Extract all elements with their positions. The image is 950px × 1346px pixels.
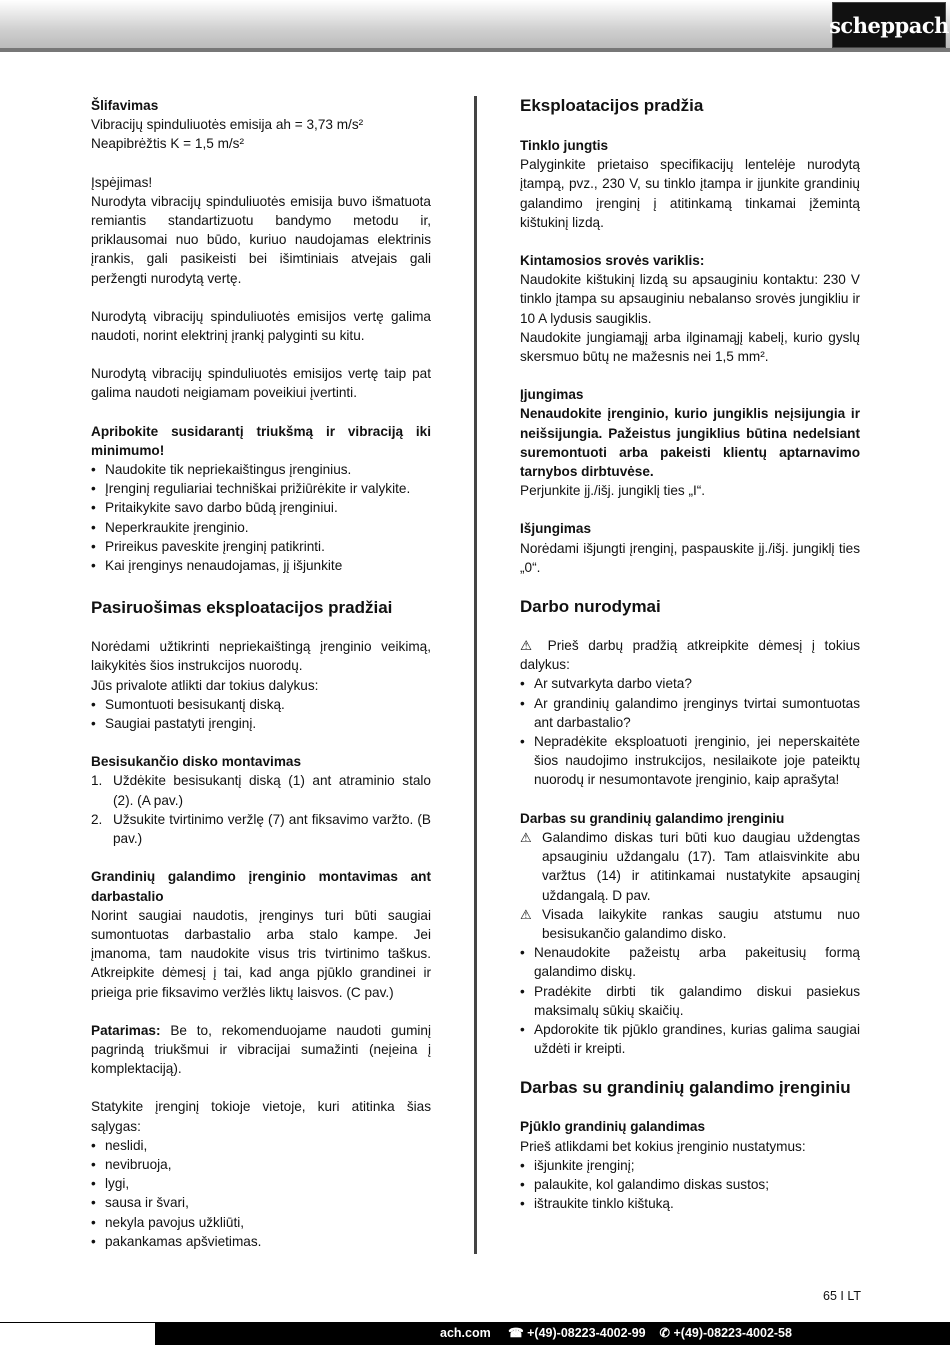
list-item: • neslidi, bbox=[91, 1136, 431, 1155]
section-title: Apribokite susidarantį triukšmą ir vibraciją iki minimumo! bbox=[91, 423, 431, 458]
paragraph: Norėdami užtikrinti nepriekaištingą įrenginio veikimą, laikykitės šios instrukcijos nuorodų. bbox=[91, 639, 431, 674]
list-item: • Sumontuoti besisukantį diską. bbox=[91, 695, 431, 714]
footer-contact bbox=[440, 1325, 792, 1340]
list-item: • Prireikus paveskite įrenginį patikrinti. bbox=[91, 537, 431, 556]
footer-left-block bbox=[0, 1322, 155, 1346]
footer-web: ach.com bbox=[440, 1326, 491, 1340]
list-item bbox=[91, 771, 431, 809]
page-number: 65 I LT bbox=[823, 1289, 861, 1303]
column-divider bbox=[474, 96, 477, 1254]
list-item: • ištraukite tinklo kištuką. bbox=[520, 1194, 860, 1213]
paragraph: Naudokite jungiamąjį arba ilginamąjį kabelį, kurio gyslų skersmuo būtų ne mažesnis nei 1,5 mm². bbox=[520, 329, 860, 365]
section-title: Darbas su grandinių galandimo įrenginiu bbox=[520, 810, 785, 826]
paragraph: Nurodytą vibracijų spinduliuotės emisijos vertę galima naudoti, norint elektrinį įrankį palyginti su kitu. bbox=[91, 308, 431, 344]
header-bar bbox=[0, 0, 950, 50]
paragraph: Palyginkite prietaiso specifikacijų lentelėje nurodytą įtampą, pvz., 230 V, su tinklo įtampa ir įjunkite grandinių galandimo įrenginį į atitinkamą tinkamai įžemintą kištukinį lizdą. bbox=[520, 157, 860, 230]
item-number: 1. bbox=[91, 773, 103, 789]
paragraph: Nurodyta vibracijų spinduliuotės emisija buvo išmatuota remiantis standartizuotu bandymo metodu ir, priklausomai nuo būdo, kuriuo naudojamas elektrinis įrankis, gali pasikeisti bei išimtiniais atvejais gali peržengti nurodytą vertę. bbox=[91, 193, 431, 286]
list-item: • Ar sutvarkyta darbo vieta? bbox=[520, 674, 860, 693]
list-item: • Nenaudokite pažeistų arba pakeitusių formą galandimo diskų. bbox=[520, 943, 860, 981]
section-title: Tinklo jungtis bbox=[520, 138, 609, 153]
list-item: • Naudokite tik nepriekaištingus įrenginius. bbox=[91, 460, 431, 479]
list-item: • nevibruoja, bbox=[91, 1155, 431, 1174]
list-item bbox=[91, 810, 431, 848]
paragraph: Perjunkite įj./išj. jungiklį ties „I“. bbox=[520, 483, 706, 499]
warning-text: Prieš darbų pradžią atkreipkite dėmesį į tokius dalykus: bbox=[520, 638, 860, 673]
item-text: Uždėkite besisukantį diską (1) ant atraminio stalo (2). (A pav.) bbox=[113, 773, 431, 808]
text-line: Vibracijų spinduliuotės emisija ah = 3,73 m/s² bbox=[91, 117, 364, 133]
paragraph: Statykite įrenginį tokioje vietoje, kuri atitinka šias sąlygas: bbox=[91, 1099, 431, 1134]
list-item: • palaukite, kol galandimo diskas sustos; bbox=[520, 1175, 860, 1194]
text-line: Neapibrėžtis K = 1,5 m/s² bbox=[91, 136, 244, 152]
warning-icon: ⚠ bbox=[520, 829, 532, 845]
paragraph: Norint saugiai naudotis, įrenginys turi būti saugiai sumontuotas darbastalio arba stalo kampe. Jei įmanoma, tam naudokite visus tris tvirtinimo taškus. Atkreipkite dėmesį į tai, kad anga pjūklo grandinei ir prieiga prie fiksavimo veržlės liktų laisvos. (C pav.) bbox=[91, 907, 431, 1000]
warning-text: Galandimo diskas turi būti kuo daugiau uždengtas apsauginiu uždangalu (17). Tam atlaisvinkite abu varžtus (14) ir atitinkamai nustatykite apsauginį uždangalą. D pav. bbox=[542, 829, 860, 903]
warning-item bbox=[520, 828, 860, 905]
list-item: • nekyla pavojus užkliūti, bbox=[91, 1213, 431, 1232]
numbered-list bbox=[91, 771, 431, 848]
heading: Pasiruošimas eksploatacijos pradžiai bbox=[91, 598, 393, 618]
list-item: • sausa ir švari, bbox=[91, 1193, 431, 1212]
bullet-list bbox=[91, 1136, 431, 1251]
paragraph: Nurodytą vibracijų spinduliuotės emisijos vertę taip pat galima naudoti neigiamam poveikiui įvertinti. bbox=[91, 366, 431, 401]
list-item: • Pritaikykite savo darbo būdą įrenginiui. bbox=[91, 498, 431, 517]
paragraph: Prieš atlikdami bet kokius įrenginio nustatymus: bbox=[520, 1138, 806, 1154]
footer-phone: ☎ +(49)-08223-4002-99 bbox=[508, 1326, 646, 1340]
warning-list bbox=[520, 828, 860, 1058]
brand-logo: scheppach bbox=[832, 2, 946, 48]
section-title: Grandinių galandimo įrenginio montavimas ant darbastalio bbox=[91, 869, 431, 904]
section-title: Išjungimas bbox=[520, 521, 592, 537]
bold-paragraph: Nenaudokite įrenginio, kurio jungiklis neįsijungia ir neišsijungia. Pažeistus jungiklius būtina nedelsiant suremontuoti arba pakeisti klientų aptarnavimo tarnybos dirbtuvėse. bbox=[520, 406, 860, 480]
list-item: • Pradėkite dirbti tik galandimo diskui pasiekus maksimalų sūkių skaičių. bbox=[520, 982, 860, 1020]
list-item: • Kai įrenginys nenaudojamas, jį išjunkite bbox=[91, 556, 431, 575]
footer-fax: ✆ +(49)-08223-4002-58 bbox=[659, 1326, 792, 1340]
bullet-list bbox=[91, 460, 431, 575]
item-number: 2. bbox=[91, 811, 103, 827]
list-item: • Neperkraukite įrenginio. bbox=[91, 518, 431, 537]
heading: Eksploatacijos pradžia bbox=[520, 96, 704, 115]
list-item: • Nepradėkite eksploatuoti įrenginio, jei neperskaitėte šios naudojimo instrukcijos, nesilaikote joje pateiktų nuorodų ir nesumontavote įrenginio, kaip aprašyta! bbox=[520, 732, 860, 790]
section-title: Pjūklo grandinių galandimas bbox=[520, 1119, 706, 1135]
bullet-list bbox=[520, 674, 860, 789]
list-item: • pakankamas apšvietimas. bbox=[91, 1232, 431, 1251]
list-item: • išjunkite įrenginį; bbox=[520, 1156, 860, 1175]
paragraph: Jūs privalote atlikti dar tokius dalykus: bbox=[91, 677, 319, 693]
list-item: • Saugiai pastatyti įrenginį. bbox=[91, 714, 431, 733]
header-rule bbox=[0, 48, 950, 52]
list-item: • Apdorokite tik pjūklo grandines, kurias galima saugiai uždėti ir kreipti. bbox=[520, 1020, 860, 1058]
list-item: • lygi, bbox=[91, 1174, 431, 1193]
section-title: Įjungimas bbox=[520, 387, 584, 403]
warning-item bbox=[520, 905, 860, 943]
item-text: Užsukite tvirtinimo veržlę (7) ant fiksavimo varžto. (B pav.) bbox=[113, 811, 431, 847]
tip-label: Patarimas: bbox=[91, 1022, 161, 1038]
section-title: Šlifavimas bbox=[91, 98, 159, 113]
paragraph: Naudokite kištukinį lizdą su apsauginiu kontaktu: 230 V tinklo įtampa su apsauginiu nebalanso srovės jungikliu ir 10 A lydusis saugiklis. bbox=[520, 272, 860, 326]
bullet-list bbox=[91, 695, 431, 733]
left-column bbox=[91, 96, 431, 1251]
tip-paragraph bbox=[91, 1021, 431, 1079]
warning-icon: ⚠ bbox=[520, 906, 532, 922]
heading: Darbas su grandinių galandimo įrenginiu bbox=[520, 1078, 851, 1098]
list-item: • Įrenginį reguliariai techniškai prižiūrėkite ir valykite. bbox=[91, 479, 431, 498]
warning-title: Įspėjimas! bbox=[91, 174, 153, 190]
warning-icon: ⚠ bbox=[520, 638, 539, 654]
warning-paragraph bbox=[520, 636, 860, 674]
section-title: Kintamosios srovės variklis: bbox=[520, 253, 705, 269]
tip-text: Be to, rekomenduojame naudoti guminį pagrindą triukšmui ir vibracijai sumažinti (neįeina į komplektaciją). bbox=[91, 1022, 431, 1077]
section-title: Besisukančio disko montavimas bbox=[91, 754, 302, 770]
warning-text: Visada laikykite rankas saugiu atstumu nuo besisukančio galandimo disko. bbox=[542, 906, 860, 941]
list-item: • Ar grandinių galandimo įrenginys tvirtai sumontuotas ant darbastalio? bbox=[520, 694, 860, 732]
right-column bbox=[520, 96, 860, 1213]
paragraph: Norėdami išjungti įrenginį, paspauskite įj./išj. jungiklį ties „0“. bbox=[520, 540, 860, 575]
bullet-list bbox=[520, 1156, 860, 1214]
heading: Darbo nurodymai bbox=[520, 597, 661, 617]
